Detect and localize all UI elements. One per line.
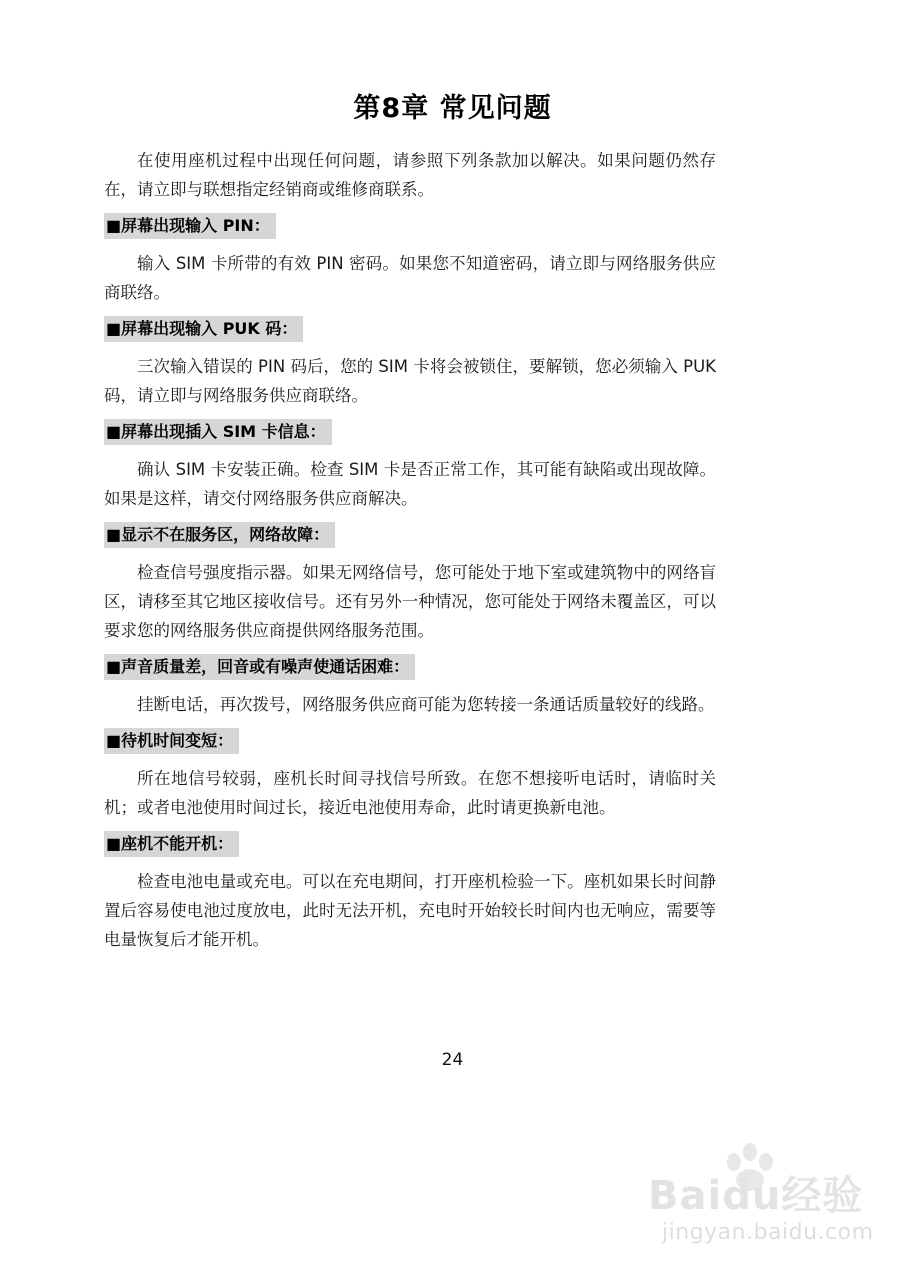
section-heading-label: ■屏幕出现输入 PIN： (104, 213, 276, 239)
section-heading-label: ■待机时间变短： (104, 728, 239, 754)
section-body-sim: 确认 SIM 卡安装正确。检查 SIM 卡是否正常工作，其可能有缺陷或出现故障。如果是这样，请交付网络服务供应商解决。 (104, 460, 716, 508)
section-heading-puk (104, 316, 716, 342)
section-body-power: 检查电池电量或充电。可以在充电期间，打开座机检验一下。座机如果长时间静置后容易使电池过度放电，此时无法开机，充电时开始较长时间内也无响应，需要等电量恢复后才能开机。 (104, 872, 716, 949)
section-heading-label: ■座机不能开机： (104, 831, 239, 857)
section-heading-pin (104, 213, 716, 239)
section-body-puk: 三次输入错误的 PIN 码后，您的 SIM 卡将会被锁住，要解锁，您必须输入 PUK 码，请立即与网络服务供应商联络。 (104, 357, 716, 405)
section-heading-label: ■显示不在服务区，网络故障： (104, 522, 335, 548)
section-heading-audio (104, 654, 716, 680)
chapter-title: 第8章 常见问题 (353, 93, 552, 124)
watermark-logo: Baidu经验 (648, 1173, 864, 1219)
section-heading-power (104, 831, 716, 857)
section-heading-sim (104, 419, 716, 445)
content-body (104, 146, 716, 963)
section-body-standby: 所在地信号较弱，座机长时间寻找信号所致。在您不想接听电话时，请临时关机；或者电池使用时间过长，接近电池使用寿命，此时请更换新电池。 (104, 769, 716, 817)
section-body-network: 检查信号强度指示器。如果无网络信号，您可能处于地下室或建筑物中的网络盲区，请移至其它地区接收信号。还有另外一种情况，您可能处于网络未覆盖区，可以要求您的网络服务供应商提供网络服务范围。 (104, 563, 716, 640)
section-body-audio: 挂断电话，再次拨号，网络服务供应商可能为您转接一条通话质量较好的线路。 (137, 695, 715, 714)
section-heading-label: ■屏幕出现插入 SIM 卡信息： (104, 419, 332, 445)
intro-paragraph: 在使用座机过程中出现任何问题，请参照下列条款加以解决。如果问题仍然存在，请立即与联想指定经销商或维修商联系。 (104, 151, 716, 199)
watermark-url: jingyan.baidu.com (662, 1220, 874, 1245)
watermark (640, 1140, 874, 1260)
section-heading-label: ■屏幕出现输入 PUK 码： (104, 316, 303, 342)
section-body-pin: 输入 SIM 卡所带的有效 PIN 密码。如果您不知道密码，请立即与网络服务供应商联络。 (104, 254, 716, 302)
section-heading-standby (104, 728, 716, 754)
section-heading-label: ■声音质量差，回音或有噪声使通话困难： (104, 654, 415, 680)
section-heading-network (104, 522, 716, 548)
page-number: 24 (441, 1050, 464, 1070)
